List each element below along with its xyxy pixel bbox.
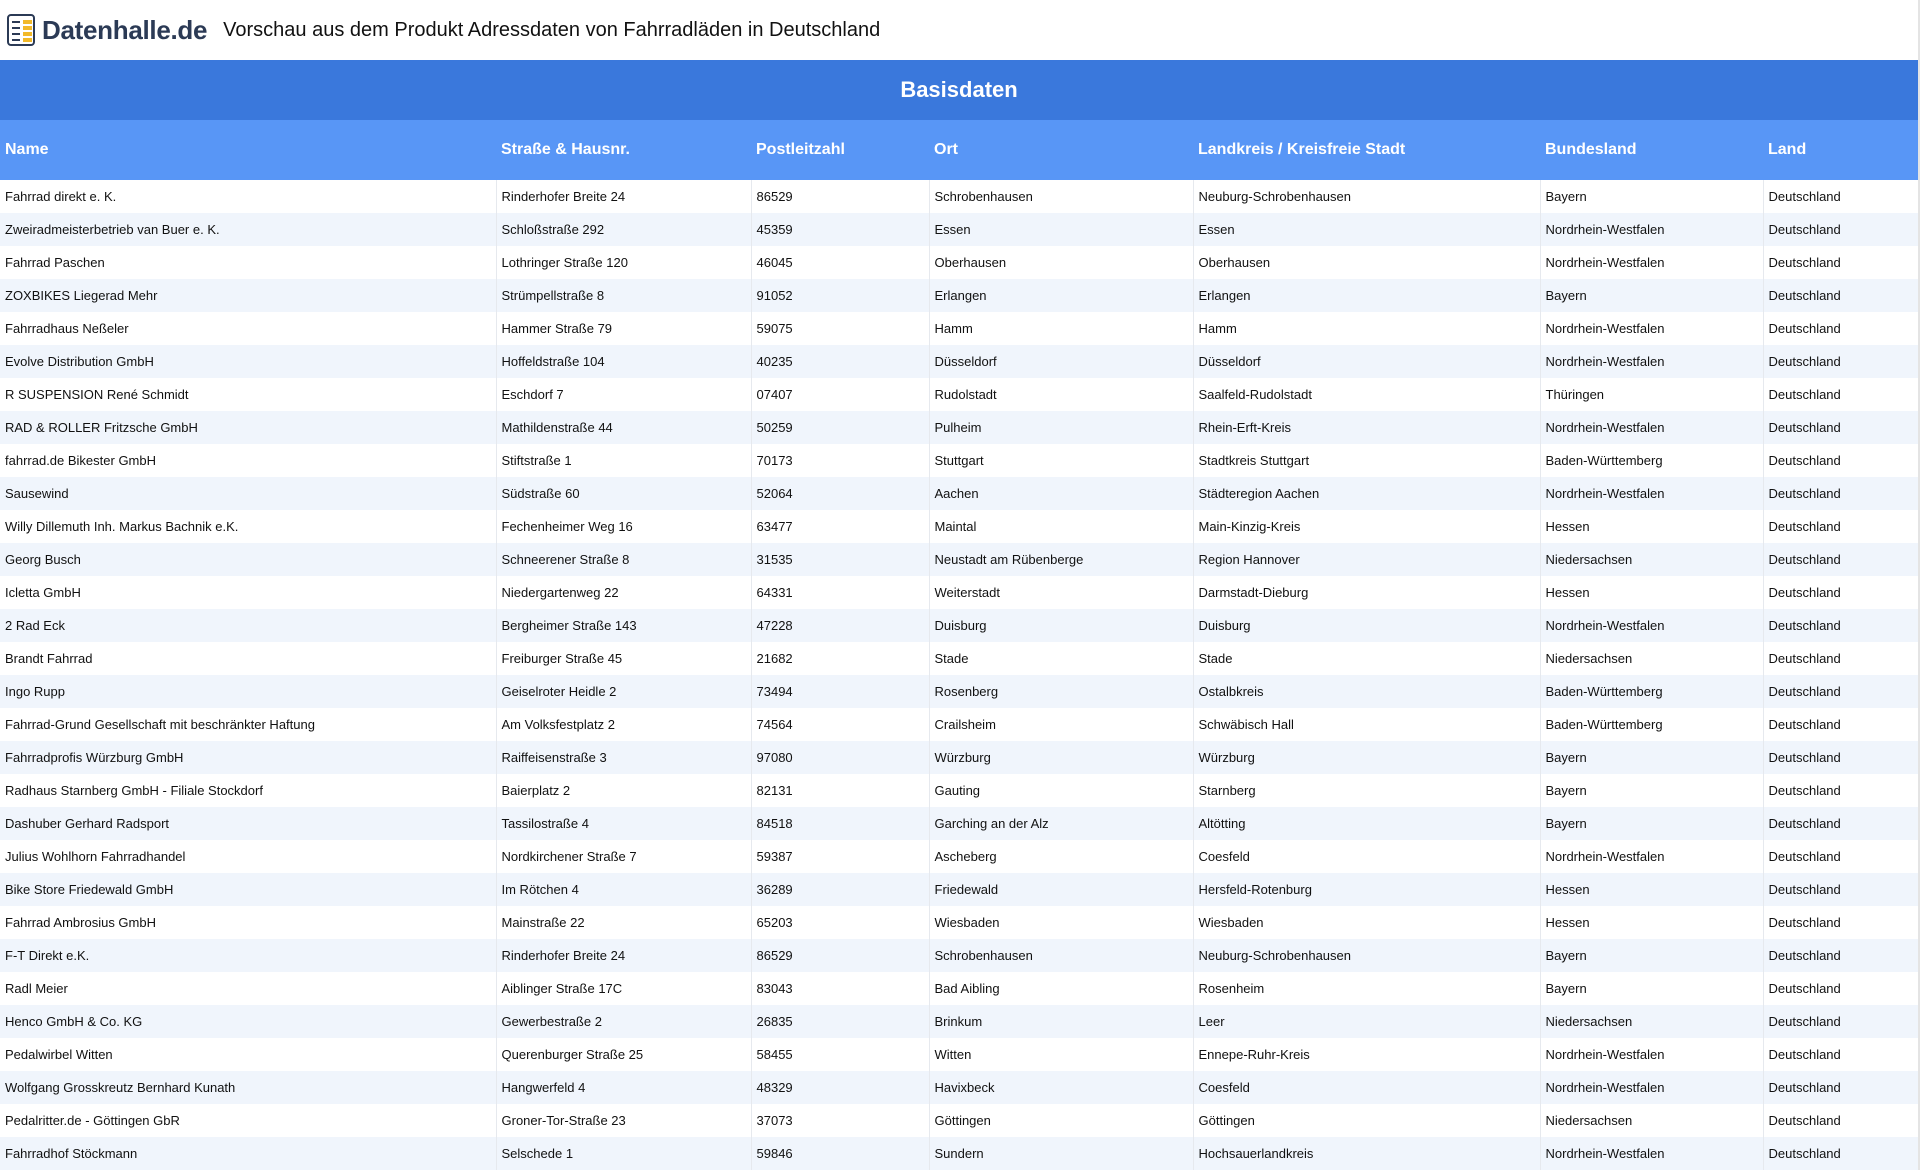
cell-state: Nordrhein-Westfalen [1540, 213, 1763, 246]
cell-city: Rudolstadt [929, 378, 1193, 411]
cell-name: Sausewind [0, 477, 496, 510]
cell-street: Im Rötchen 4 [496, 873, 751, 906]
cell-street: Gewerbestraße 2 [496, 1005, 751, 1038]
cell-postal-code: 63477 [751, 510, 929, 543]
cell-country: Deutschland [1763, 444, 1918, 477]
cell-city: Düsseldorf [929, 345, 1193, 378]
cell-name: Brandt Fahrrad [0, 642, 496, 675]
cell-district: Hochsauerlandkreis [1193, 1137, 1540, 1170]
table-row[interactable] [0, 741, 1918, 774]
cell-country: Deutschland [1763, 1137, 1918, 1170]
cell-state: Niedersachsen [1540, 1005, 1763, 1038]
table-row[interactable] [0, 939, 1918, 972]
cell-postal-code: 97080 [751, 741, 929, 774]
cell-country: Deutschland [1763, 741, 1918, 774]
cell-country: Deutschland [1763, 873, 1918, 906]
cell-city: Weiterstadt [929, 576, 1193, 609]
top-bar [0, 0, 1920, 60]
cell-country: Deutschland [1763, 807, 1918, 840]
table-row[interactable] [0, 411, 1918, 444]
cell-state: Nordrhein-Westfalen [1540, 477, 1763, 510]
table-row[interactable] [0, 345, 1918, 378]
cell-street: Südstraße 60 [496, 477, 751, 510]
cell-state: Nordrhein-Westfalen [1540, 1038, 1763, 1071]
cell-country: Deutschland [1763, 279, 1918, 312]
cell-city: Gauting [929, 774, 1193, 807]
cell-city: Crailsheim [929, 708, 1193, 741]
cell-postal-code: 07407 [751, 378, 929, 411]
cell-district: Coesfeld [1193, 1071, 1540, 1104]
cell-name: Wolfgang Grosskreutz Bernhard Kunath [0, 1071, 496, 1104]
cell-district: Hersfeld-Rotenburg [1193, 873, 1540, 906]
cell-state: Thüringen [1540, 378, 1763, 411]
cell-postal-code: 82131 [751, 774, 929, 807]
cell-street: Schneerener Straße 8 [496, 543, 751, 576]
cell-district: Erlangen [1193, 279, 1540, 312]
cell-postal-code: 47228 [751, 609, 929, 642]
cell-name: Pedalwirbel Witten [0, 1038, 496, 1071]
table-row[interactable] [0, 1005, 1918, 1038]
cell-state: Bayern [1540, 180, 1763, 213]
cell-postal-code: 86529 [751, 180, 929, 213]
cell-state: Niedersachsen [1540, 1104, 1763, 1137]
cell-name: Georg Busch [0, 543, 496, 576]
cell-street: Aiblinger Straße 17C [496, 972, 751, 1005]
cell-name: Ingo Rupp [0, 675, 496, 708]
cell-street: Rinderhofer Breite 24 [496, 180, 751, 213]
cell-district: Oberhausen [1193, 246, 1540, 279]
cell-city: Erlangen [929, 279, 1193, 312]
cell-city: Maintal [929, 510, 1193, 543]
cell-street: Niedergartenweg 22 [496, 576, 751, 609]
cell-name: Bike Store Friedewald GmbH [0, 873, 496, 906]
logo-text: Datenhalle.de [42, 14, 208, 45]
cell-city: Göttingen [929, 1104, 1193, 1137]
cell-city: Neustadt am Rübenberge [929, 543, 1193, 576]
cell-district: Ennepe-Ruhr-Kreis [1193, 1038, 1540, 1071]
cell-district: Düsseldorf [1193, 345, 1540, 378]
cell-city: Würzburg [929, 741, 1193, 774]
cell-district: Main-Kinzig-Kreis [1193, 510, 1540, 543]
cell-district: Leer [1193, 1005, 1540, 1038]
cell-country: Deutschland [1763, 642, 1918, 675]
cell-country: Deutschland [1763, 213, 1918, 246]
cell-city: Stade [929, 642, 1193, 675]
cell-postal-code: 86529 [751, 939, 929, 972]
cell-country: Deutschland [1763, 510, 1918, 543]
cell-state: Bayern [1540, 939, 1763, 972]
cell-country: Deutschland [1763, 609, 1918, 642]
cell-country: Deutschland [1763, 675, 1918, 708]
column-header-country[interactable]: Land [1763, 120, 1918, 180]
cell-street: Freiburger Straße 45 [496, 642, 751, 675]
table-row[interactable] [0, 477, 1918, 510]
cell-name: fahrrad.de Bikester GmbH [0, 444, 496, 477]
cell-state: Bayern [1540, 774, 1763, 807]
table-row[interactable] [0, 708, 1918, 741]
table-row[interactable] [0, 642, 1918, 675]
page-title: Vorschau aus dem Produkt Adressdaten von Fahrradläden in Deutschland [223, 18, 881, 41]
table-row[interactable] [0, 576, 1918, 609]
cell-name: Fahrrad direkt e. K. [0, 180, 496, 213]
cell-street: Bergheimer Straße 143 [496, 609, 751, 642]
cell-district: Würzburg [1193, 741, 1540, 774]
table-row[interactable] [0, 1137, 1918, 1170]
cell-street: Querenburger Straße 25 [496, 1038, 751, 1071]
cell-district: Göttingen [1193, 1104, 1540, 1137]
cell-city: Wiesbaden [929, 906, 1193, 939]
cell-state: Baden-Württemberg [1540, 444, 1763, 477]
cell-street: Hangwerfeld 4 [496, 1071, 751, 1104]
cell-street: Mathildenstraße 44 [496, 411, 751, 444]
table-row[interactable] [0, 180, 1918, 213]
column-header-name[interactable]: Name [0, 120, 496, 180]
cell-country: Deutschland [1763, 378, 1918, 411]
cell-city: Garching an der Alz [929, 807, 1193, 840]
cell-state: Nordrhein-Westfalen [1540, 1071, 1763, 1104]
column-header-district[interactable]: Landkreis / Kreisfreie Stadt [1193, 120, 1540, 180]
cell-postal-code: 46045 [751, 246, 929, 279]
cell-name: 2 Rad Eck [0, 609, 496, 642]
section-header-row [0, 60, 1918, 120]
section-title: Basisdaten [0, 60, 1918, 120]
cell-district: Stadtkreis Stuttgart [1193, 444, 1540, 477]
cell-district: Hamm [1193, 312, 1540, 345]
cell-name: RAD & ROLLER Fritzsche GmbH [0, 411, 496, 444]
cell-district: Essen [1193, 213, 1540, 246]
cell-country: Deutschland [1763, 345, 1918, 378]
cell-postal-code: 83043 [751, 972, 929, 1005]
cell-district: Rhein-Erft-Kreis [1193, 411, 1540, 444]
cell-city: Sundern [929, 1137, 1193, 1170]
cell-city: Friedewald [929, 873, 1193, 906]
cell-country: Deutschland [1763, 774, 1918, 807]
cell-state: Nordrhein-Westfalen [1540, 1137, 1763, 1170]
cell-postal-code: 48329 [751, 1071, 929, 1104]
table-row[interactable] [0, 543, 1918, 576]
cell-city: Schrobenhausen [929, 180, 1193, 213]
table-row[interactable] [0, 213, 1918, 246]
cell-state: Hessen [1540, 510, 1763, 543]
cell-street: Hoffeldstraße 104 [496, 345, 751, 378]
cell-name: Fahrradhaus Neßeler [0, 312, 496, 345]
cell-name: Henco GmbH & Co. KG [0, 1005, 496, 1038]
cell-street: Strümpellstraße 8 [496, 279, 751, 312]
cell-state: Nordrhein-Westfalen [1540, 246, 1763, 279]
cell-city: Essen [929, 213, 1193, 246]
cell-country: Deutschland [1763, 840, 1918, 873]
cell-name: Icletta GmbH [0, 576, 496, 609]
cell-country: Deutschland [1763, 477, 1918, 510]
column-header-city[interactable]: Ort [929, 120, 1193, 180]
cell-country: Deutschland [1763, 246, 1918, 279]
cell-street: Tassilostraße 4 [496, 807, 751, 840]
cell-name: F-T Direkt e.K. [0, 939, 496, 972]
cell-city: Rosenberg [929, 675, 1193, 708]
cell-state: Nordrhein-Westfalen [1540, 411, 1763, 444]
cell-postal-code: 45359 [751, 213, 929, 246]
cell-district: Saalfeld-Rudolstadt [1193, 378, 1540, 411]
table-row[interactable] [0, 972, 1918, 1005]
column-header-row [0, 120, 1918, 180]
cell-district: Rosenheim [1193, 972, 1540, 1005]
cell-name: R SUSPENSION René Schmidt [0, 378, 496, 411]
cell-city: Witten [929, 1038, 1193, 1071]
cell-city: Stuttgart [929, 444, 1193, 477]
cell-postal-code: 84518 [751, 807, 929, 840]
cell-city: Duisburg [929, 609, 1193, 642]
cell-postal-code: 70173 [751, 444, 929, 477]
cell-country: Deutschland [1763, 312, 1918, 345]
table-row[interactable] [0, 609, 1918, 642]
cell-city: Schrobenhausen [929, 939, 1193, 972]
cell-district: Wiesbaden [1193, 906, 1540, 939]
cell-district: Darmstadt-Dieburg [1193, 576, 1540, 609]
cell-city: Havixbeck [929, 1071, 1193, 1104]
cell-district: Neuburg-Schrobenhausen [1193, 939, 1540, 972]
cell-postal-code: 91052 [751, 279, 929, 312]
table-row[interactable] [0, 807, 1918, 840]
cell-name: Willy Dillemuth Inh. Markus Bachnik e.K. [0, 510, 496, 543]
table-row[interactable] [0, 444, 1918, 477]
cell-city: Hamm [929, 312, 1193, 345]
cell-country: Deutschland [1763, 1038, 1918, 1071]
table-row[interactable] [0, 510, 1918, 543]
cell-name: Dashuber Gerhard Radsport [0, 807, 496, 840]
cell-street: Nordkirchener Straße 7 [496, 840, 751, 873]
cell-postal-code: 31535 [751, 543, 929, 576]
cell-state: Hessen [1540, 873, 1763, 906]
cell-state: Hessen [1540, 906, 1763, 939]
cell-district: Schwäbisch Hall [1193, 708, 1540, 741]
table-body [0, 180, 1918, 1170]
cell-postal-code: 26835 [751, 1005, 929, 1038]
cell-postal-code: 21682 [751, 642, 929, 675]
cell-country: Deutschland [1763, 411, 1918, 444]
column-header-postal-code[interactable]: Postleitzahl [751, 120, 929, 180]
cell-district: Altötting [1193, 807, 1540, 840]
cell-city: Bad Aibling [929, 972, 1193, 1005]
table-row[interactable] [0, 873, 1918, 906]
cell-district: Region Hannover [1193, 543, 1540, 576]
cell-street: Lothringer Straße 120 [496, 246, 751, 279]
cell-street: Stiftstraße 1 [496, 444, 751, 477]
cell-postal-code: 59387 [751, 840, 929, 873]
cell-city: Aachen [929, 477, 1193, 510]
cell-street: Selschede 1 [496, 1137, 751, 1170]
cell-country: Deutschland [1763, 180, 1918, 213]
cell-state: Hessen [1540, 576, 1763, 609]
cell-postal-code: 74564 [751, 708, 929, 741]
cell-postal-code: 65203 [751, 906, 929, 939]
cell-street: Eschdorf 7 [496, 378, 751, 411]
cell-country: Deutschland [1763, 906, 1918, 939]
cell-country: Deutschland [1763, 1071, 1918, 1104]
cell-postal-code: 40235 [751, 345, 929, 378]
cell-street: Groner-Tor-Straße 23 [496, 1104, 751, 1137]
table-row[interactable] [0, 246, 1918, 279]
cell-street: Hammer Straße 79 [496, 312, 751, 345]
cell-name: Evolve Distribution GmbH [0, 345, 496, 378]
data-table [0, 60, 1918, 1170]
cell-state: Niedersachsen [1540, 543, 1763, 576]
cell-name: Fahrradhof Stöckmann [0, 1137, 496, 1170]
cell-name: Radl Meier [0, 972, 496, 1005]
cell-district: Städteregion Aachen [1193, 477, 1540, 510]
cell-name: Julius Wohlhorn Fahrradhandel [0, 840, 496, 873]
cell-postal-code: 59846 [751, 1137, 929, 1170]
cell-state: Baden-Württemberg [1540, 675, 1763, 708]
column-header-state[interactable]: Bundesland [1540, 120, 1763, 180]
cell-state: Nordrhein-Westfalen [1540, 345, 1763, 378]
cell-state: Bayern [1540, 741, 1763, 774]
cell-name: Fahrrad-Grund Gesellschaft mit beschränkter Haftung [0, 708, 496, 741]
cell-street: Geiselroter Heidle 2 [496, 675, 751, 708]
cell-state: Bayern [1540, 972, 1763, 1005]
cell-street: Schloßstraße 292 [496, 213, 751, 246]
cell-postal-code: 64331 [751, 576, 929, 609]
cell-country: Deutschland [1763, 708, 1918, 741]
table-row[interactable] [0, 906, 1918, 939]
cell-state: Bayern [1540, 279, 1763, 312]
cell-country: Deutschland [1763, 576, 1918, 609]
table-row[interactable] [0, 774, 1918, 807]
cell-postal-code: 52064 [751, 477, 929, 510]
cell-postal-code: 50259 [751, 411, 929, 444]
cell-postal-code: 73494 [751, 675, 929, 708]
cell-name: Radhaus Starnberg GmbH - Filiale Stockdorf [0, 774, 496, 807]
cell-state: Baden-Württemberg [1540, 708, 1763, 741]
cell-country: Deutschland [1763, 1005, 1918, 1038]
cell-state: Bayern [1540, 807, 1763, 840]
cell-city: Oberhausen [929, 246, 1193, 279]
cell-country: Deutschland [1763, 543, 1918, 576]
cell-street: Baierplatz 2 [496, 774, 751, 807]
column-header-street[interactable]: Straße & Hausnr. [496, 120, 751, 180]
cell-name: Fahrrad Paschen [0, 246, 496, 279]
cell-country: Deutschland [1763, 939, 1918, 972]
cell-street: Raiffeisenstraße 3 [496, 741, 751, 774]
table-row[interactable] [0, 1071, 1918, 1104]
cell-district: Stade [1193, 642, 1540, 675]
cell-name: ZOXBIKES Liegerad Mehr [0, 279, 496, 312]
cell-district: Coesfeld [1193, 840, 1540, 873]
cell-street: Rinderhofer Breite 24 [496, 939, 751, 972]
table-row[interactable] [0, 1038, 1918, 1071]
cell-district: Neuburg-Schrobenhausen [1193, 180, 1540, 213]
table-row[interactable] [0, 1104, 1918, 1137]
cell-state: Nordrhein-Westfalen [1540, 840, 1763, 873]
cell-district: Ostalbkreis [1193, 675, 1540, 708]
cell-district: Duisburg [1193, 609, 1540, 642]
cell-city: Brinkum [929, 1005, 1193, 1038]
table-row[interactable] [0, 675, 1918, 708]
cell-state: Nordrhein-Westfalen [1540, 609, 1763, 642]
cell-country: Deutschland [1763, 972, 1918, 1005]
cell-name: Fahrradprofis Würzburg GmbH [0, 741, 496, 774]
table-row[interactable] [0, 279, 1918, 312]
table-row[interactable] [0, 312, 1918, 345]
table-row[interactable] [0, 840, 1918, 873]
cell-state: Nordrhein-Westfalen [1540, 312, 1763, 345]
cell-district: Starnberg [1193, 774, 1540, 807]
cell-postal-code: 58455 [751, 1038, 929, 1071]
cell-street: Fechenheimer Weg 16 [496, 510, 751, 543]
logo[interactable] [0, 0, 207, 60]
table-row[interactable] [0, 378, 1918, 411]
cell-country: Deutschland [1763, 1104, 1918, 1137]
cell-state: Niedersachsen [1540, 642, 1763, 675]
cell-city: Pulheim [929, 411, 1193, 444]
cell-name: Zweiradmeisterbetrieb van Buer e. K. [0, 213, 496, 246]
cell-city: Ascheberg [929, 840, 1193, 873]
cell-name: Fahrrad Ambrosius GmbH [0, 906, 496, 939]
cell-postal-code: 59075 [751, 312, 929, 345]
cell-name: Pedalritter.de - Göttingen GbR [0, 1104, 496, 1137]
cell-postal-code: 37073 [751, 1104, 929, 1137]
cell-street: Am Volksfestplatz 2 [496, 708, 751, 741]
cell-postal-code: 36289 [751, 873, 929, 906]
cell-street: Mainstraße 22 [496, 906, 751, 939]
database-stack-icon [6, 13, 38, 47]
